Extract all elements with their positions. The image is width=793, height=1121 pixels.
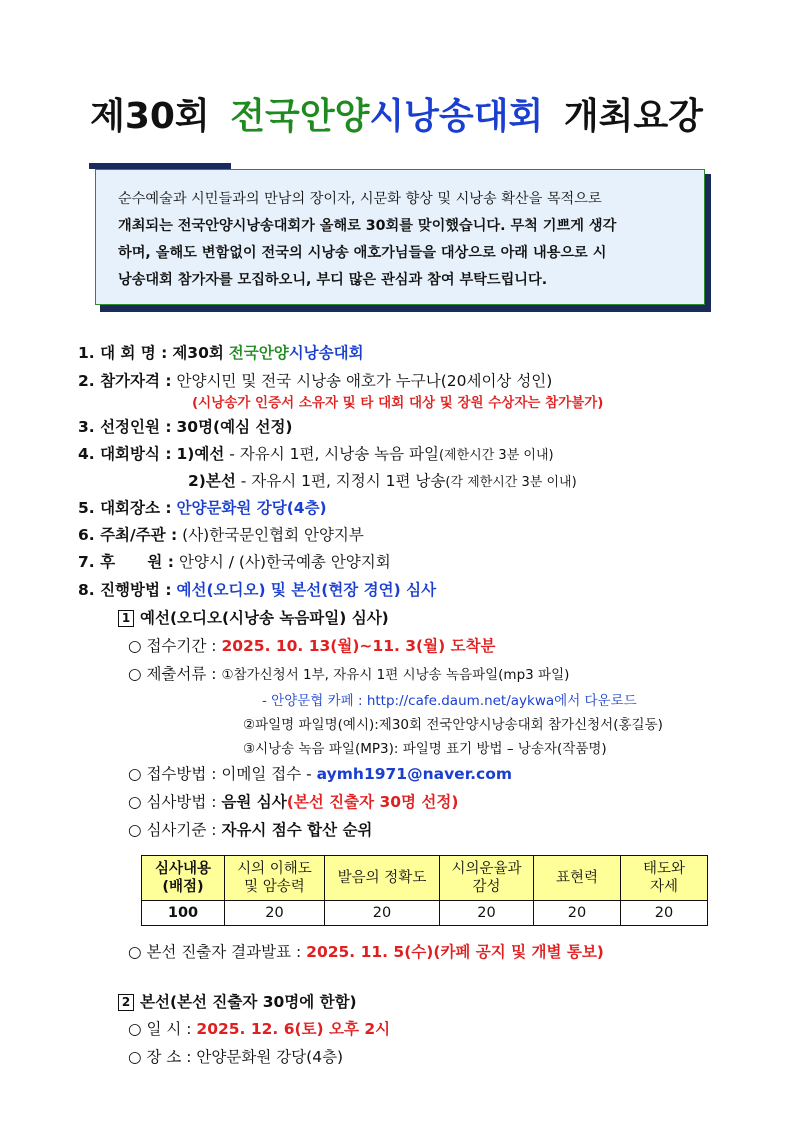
- doc-2: ②파일명 파일명(예시):제30회 전국안양시낭송대회 참가신청서(홍길동): [243, 717, 663, 733]
- item-label: 1. 대 회 명 :: [78, 344, 168, 362]
- email-link[interactable]: aymh1971@naver.com: [316, 765, 513, 783]
- eligibility-value: 안양시민 및 전국 시낭송 애호가 누구나(20세이상 성인): [176, 372, 553, 390]
- contest-name-green: 전국안양: [228, 344, 289, 362]
- method-label: ○ 접수방법 : 이메일 접수 -: [128, 765, 312, 783]
- prelim-submit-method: [128, 762, 512, 784]
- sponsor-value: 안양시 / (사)한국예총 안양지회: [178, 553, 391, 571]
- format-final-label: 2)본선: [188, 472, 236, 490]
- title-part4: 개최요강: [563, 96, 703, 137]
- score-table-row: [142, 901, 708, 926]
- procedure-value: 예선(오디오) 및 본선(현장 경연) 심사: [176, 581, 437, 599]
- value-cell: 20: [325, 901, 440, 926]
- criteria-label: ○ 심사기준 :: [128, 821, 217, 839]
- final-place: [128, 1045, 343, 1067]
- prelim-heading: [118, 606, 389, 628]
- item-label: 5. 대회장소 :: [78, 499, 172, 517]
- doc-3: ③시낭송 녹음 파일(MP3): 파일명 표기 방법 – 낭송자(작품명): [243, 741, 607, 757]
- contest-name-prefix: 제30회: [172, 344, 224, 362]
- value-cell: 20: [440, 901, 534, 926]
- page-title: [0, 88, 793, 139]
- item-venue: [78, 496, 327, 518]
- intro-line-4: 낭송대회 참가자를 모집하오니, 부디 많은 관심과 참여 부탁드립니다.: [118, 272, 548, 288]
- item-label: 4. 대회방식 :: [78, 445, 172, 463]
- intro-line-2: 개최되는 전국안양시낭송대회가 올해로 30회를 맞이했습니다. 무척 기쁘게 생각: [118, 218, 617, 234]
- value-cell: 20: [534, 901, 621, 926]
- organizer-value: (사)한국문인협회 안양지부: [182, 526, 364, 544]
- result-label: ○ 본선 진출자 결과발표 :: [128, 943, 302, 961]
- doc-1-download: [262, 689, 637, 709]
- item-label: 7. 후 원 :: [78, 553, 174, 571]
- format-prelim-label: 1)예선: [176, 445, 225, 463]
- criteria-value: 자유시 점수 합산 순위: [221, 821, 373, 839]
- section-number-box: 1: [118, 610, 134, 627]
- final-heading-text: 본선(본선 진출자 30명에 한함): [140, 993, 357, 1011]
- item-label: 8. 진행방법 :: [78, 581, 172, 599]
- header-cell: 발음의 정확도: [325, 856, 440, 901]
- date-label: ○ 일 시 :: [128, 1020, 192, 1038]
- selection-count-value: 30명(예심 선정): [176, 418, 293, 436]
- intro-line-1: 순수예술과 시민들과의 만남의 장이자, 시문화 향상 및 시낭송 확산을 목적으로: [118, 191, 602, 207]
- period-value: 2025. 10. 13(월)~11. 3(월) 도착분: [221, 637, 496, 655]
- title-part3: 시낭송대회: [369, 96, 544, 137]
- header-cell: 태도와 자세: [621, 856, 708, 901]
- header-cell: 시의운율과 감성: [440, 856, 534, 901]
- item-contest-format: [78, 442, 554, 464]
- value-cell: 20: [225, 901, 325, 926]
- intro-line-3: 하며, 올해도 변함없이 전국의 시낭송 애호가님들을 대상으로 아래 내용으로 시: [118, 245, 607, 261]
- value-cell: 20: [621, 901, 708, 926]
- item-organizer: [78, 523, 364, 545]
- final-date: [128, 1017, 390, 1039]
- place-value: 안양문화원 강당(4층): [196, 1048, 344, 1066]
- score-table: [141, 855, 708, 926]
- title-part2: 전국안양: [230, 96, 370, 137]
- header-cell: 표현력: [534, 856, 621, 901]
- eligibility-note: (시낭송가 인증서 소유자 및 타 대회 대상 및 장원 수상자는 참가불가): [192, 395, 604, 411]
- period-label: ○ 접수기간 :: [128, 637, 217, 655]
- item-label: 6. 주최/주관 :: [78, 526, 178, 544]
- item-label: 2. 참가자격 :: [78, 372, 172, 390]
- intro-box: [95, 169, 705, 305]
- format-final-text: - 자유시 1편, 지정시 1편 낭송: [235, 472, 446, 490]
- final-heading: [118, 990, 357, 1012]
- prelim-period: [128, 634, 496, 656]
- item-sponsor: [78, 550, 391, 572]
- review-label: ○ 심사방법 :: [128, 793, 217, 811]
- prelim-heading-text: 예선(오디오(시낭송 녹음파일) 심사): [140, 609, 389, 627]
- item-eligibility: [78, 369, 552, 391]
- title-part1: 제30회: [90, 96, 210, 137]
- place-label: ○ 장 소 :: [128, 1048, 192, 1066]
- item-label: 3. 선정인원 :: [78, 418, 172, 436]
- section-number-box: 2: [118, 994, 134, 1011]
- item-contest-name: [78, 341, 364, 363]
- score-table-header: [142, 856, 708, 901]
- format-prelim-text: - 자유시 1편, 시낭송 녹음 파일: [224, 445, 439, 463]
- item-procedure: [78, 578, 436, 600]
- docs-label: ○ 제출서류 :: [128, 665, 217, 683]
- prelim-result-announcement: [128, 940, 604, 962]
- date-value: 2025. 12. 6(토) 오후 2시: [196, 1020, 391, 1038]
- header-cell: 시의 이해도 및 암송력: [225, 856, 325, 901]
- prelim-documents: [128, 662, 569, 684]
- review-value-main: 음원 심사: [221, 793, 287, 811]
- venue-value: 안양문화원 강당(4층): [176, 499, 327, 517]
- doc-1: ①참가신청서 1부, 자유시 1편 시낭송 녹음파일(mp3 파일): [221, 667, 570, 683]
- result-value: 2025. 11. 5(수)(카페 공지 및 개별 통보): [306, 943, 604, 961]
- doc-1-download-text: - 안양문협 카페 : http://cafe.daum.net/aykwa에서 다운로드: [262, 693, 637, 709]
- format-prelim-note: (제한시간 3분 이내): [438, 448, 554, 463]
- review-value-note: (본선 진출자 30명 선정): [286, 793, 459, 811]
- prelim-criteria: [128, 818, 372, 840]
- contest-name-blue: 시낭송대회: [288, 344, 364, 362]
- prelim-review-method: [128, 790, 458, 812]
- format-final-note: (각 제한시간 3분 이내): [445, 475, 577, 490]
- header-cell: 심사내용 (배점): [142, 856, 225, 901]
- item-selection-count: [78, 415, 293, 437]
- value-cell: 100: [142, 901, 225, 926]
- item-contest-format-final: [188, 469, 577, 491]
